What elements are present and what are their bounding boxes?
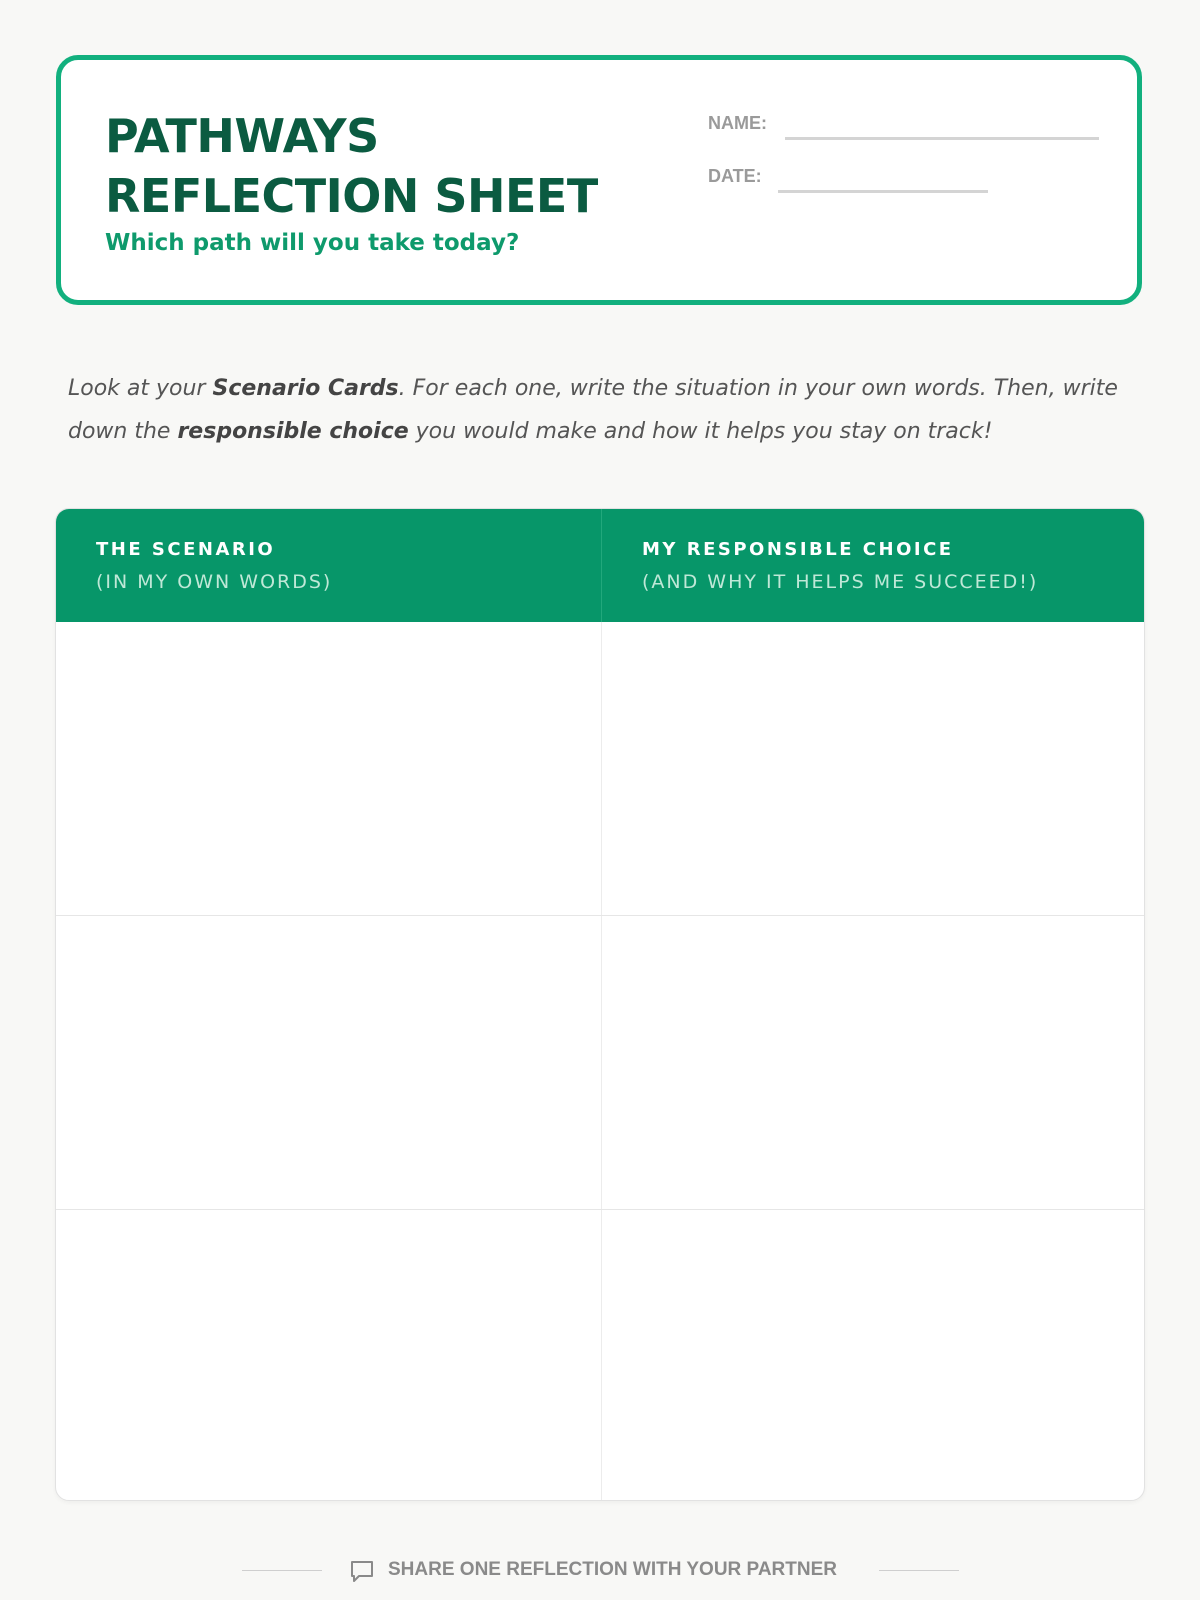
table-row <box>56 916 1144 1209</box>
chat-bubble-icon <box>349 1558 375 1584</box>
instructions-bold-2: responsible choice <box>177 419 409 444</box>
instructions <box>68 367 1143 453</box>
instructions-text-2: . For each one, write the situation in your own words. Then, write down the <box>68 376 1118 444</box>
choice-cell[interactable] <box>602 916 1145 1209</box>
name-field[interactable] <box>785 137 1099 140</box>
page-subtitle: Which path will you take today? <box>105 230 520 256</box>
scenario-cell[interactable] <box>56 1210 602 1501</box>
footer-divider-left <box>242 1570 322 1571</box>
table-header <box>56 509 1144 622</box>
title-line-1: PATHWAYS <box>105 109 379 163</box>
header-card <box>56 55 1142 305</box>
column-header-scenario <box>56 509 602 622</box>
footer-divider-right <box>879 1570 959 1571</box>
column-subtitle-choice: (AND WHY IT HELPS ME SUCCEED!) <box>642 571 1039 593</box>
scenario-cell[interactable] <box>56 622 602 915</box>
name-label: NAME: <box>708 113 767 133</box>
column-subtitle-scenario: (IN MY OWN WORDS) <box>96 571 333 593</box>
page-title <box>105 106 598 226</box>
column-title-scenario: THE SCENARIO <box>96 539 276 560</box>
reflection-table <box>55 508 1145 1501</box>
instructions-text-1: Look at your <box>68 376 213 401</box>
choice-cell[interactable] <box>602 1210 1145 1501</box>
scenario-cell[interactable] <box>56 916 602 1209</box>
footer-text: SHARE ONE REFLECTION WITH YOUR PARTNER <box>388 1559 837 1580</box>
date-field[interactable] <box>778 190 988 193</box>
column-title-choice: MY RESPONSIBLE CHOICE <box>642 539 954 560</box>
column-header-choice <box>602 509 1145 622</box>
choice-cell[interactable] <box>602 622 1145 915</box>
table-row <box>56 1210 1144 1501</box>
footer <box>0 1555 1200 1587</box>
table-row <box>56 622 1144 915</box>
date-label: DATE: <box>708 166 762 186</box>
instructions-text-3: you would make and how it helps you stay on track! <box>408 419 993 444</box>
title-line-2: REFLECTION SHEET <box>105 169 598 223</box>
instructions-bold-1: Scenario Cards <box>212 376 399 401</box>
